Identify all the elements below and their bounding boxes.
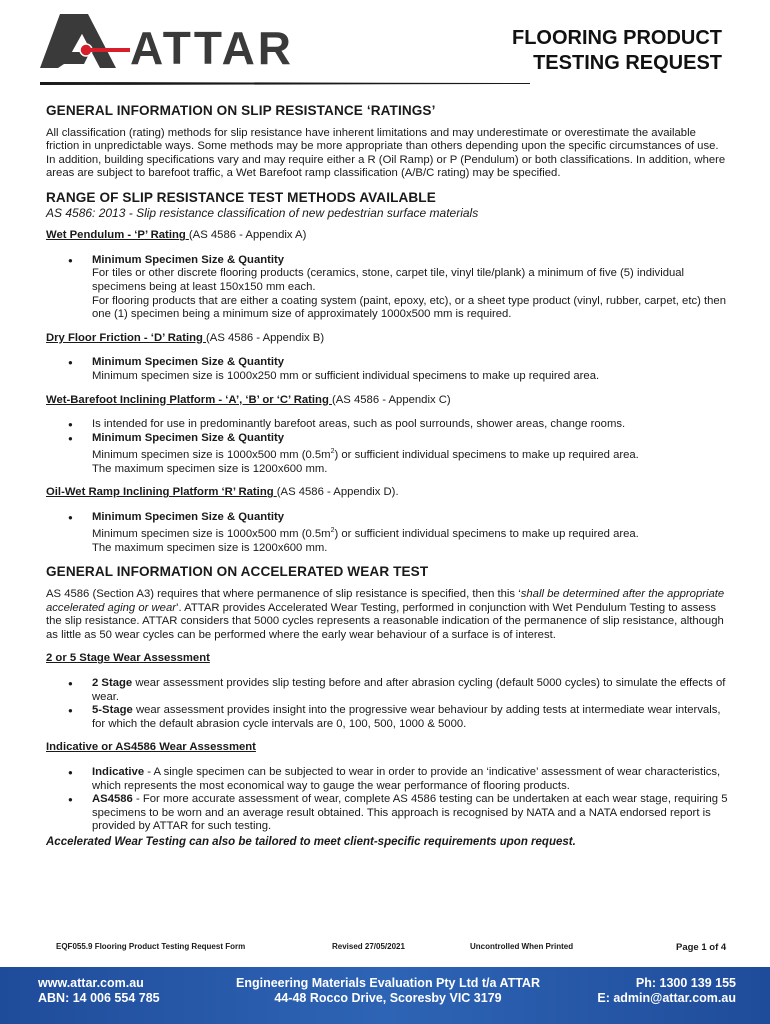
- list-item: [68, 677, 730, 704]
- closing-statement: Accelerated Wear Testing can also be tailored to meet client-specific requirements upon request.: [46, 835, 576, 848]
- list-item: [68, 432, 730, 477]
- document-footnote: [46, 942, 730, 956]
- attar-logo-mark: [38, 12, 133, 72]
- dry-floor-list: [68, 356, 730, 383]
- bullet-text: - A single specimen can be subjected to wear in order to provide an ‘indicative’ assessment of wear characteristics, which represents the most economical way to gauge the wear performance of flooring products.: [92, 765, 721, 792]
- bullet-text: For flooring products that are either a coating system (paint, epoxy, etc), or a sheet type product (vinyl, rubber, carpet, etc) then one (1) specimen being a minimum size of approximately 1000x500 mm is required.: [92, 294, 726, 321]
- revision-date: Revised 27/05/2021: [332, 942, 405, 951]
- barefoot-heading: [46, 394, 730, 408]
- barefoot-ref: (AS 4586 - Appendix C): [332, 393, 451, 406]
- bullet-text: [92, 445, 730, 462]
- document-body: [46, 104, 730, 849]
- company-name: Engineering Materials Evaluation Pty Ltd t/a ATTAR: [236, 976, 540, 990]
- stage-assessment-list: [68, 677, 730, 731]
- accelerated-wear-paragraph: [46, 588, 730, 642]
- bullet-text-part: Minimum specimen size is 1000x500 mm (0.5m: [92, 449, 331, 462]
- standard-subheading: AS 4586: 2013 - Slip resistance classification of new pedestrian surface materials: [46, 205, 479, 220]
- indicative-assessment-title: Indicative or AS4586 Wear Assessment: [46, 741, 256, 754]
- section-heading-test-methods: RANGE OF SLIP RESISTANCE TEST METHODS AVAILABLE: [46, 189, 436, 205]
- bullet-text: - For more accurate assessment of wear, complete AS 4586 testing can be undertaken at each wear stage, requiring 5 specimens to be worn and an average result obtained. This approach is recognised by NATA and a NATA endorsed report is provided by ATTAR for such testing.: [92, 793, 728, 833]
- page-header: [0, 0, 770, 100]
- list-item: [68, 793, 730, 834]
- bullet-bold: 2 Stage: [92, 676, 133, 689]
- bullet-text: Minimum specimen size is 1000x250 mm or sufficient individual specimens to make up required area.: [92, 369, 600, 382]
- list-item: [68, 356, 730, 383]
- title-line-2: TESTING REQUEST: [533, 52, 722, 74]
- bullet-text-part: ) or sufficient individual specimens to make up required area.: [334, 449, 639, 462]
- form-code: EQF055.9 Flooring Product Testing Request Form: [56, 942, 246, 951]
- bullet-title: ● Minimum Specimen Size & Quantity: [92, 431, 285, 444]
- company-address: 44-48 Rocco Drive, Scoresby VIC 3179: [274, 991, 502, 1005]
- list-item: [68, 511, 730, 556]
- indicative-assessment-list: [68, 766, 730, 834]
- bullet-title: ● Minimum Specimen Size & Quantity: [92, 253, 285, 266]
- bullet-text: wear assessment provides insight into the progressive wear behaviour by adding tests at intermediate wear intervals, for which the default abrasion cycle intervals are 0, 100, 500, 1000 & 5000.: [92, 704, 721, 730]
- bullet-title: ● Minimum Specimen Size & Quantity: [92, 510, 285, 523]
- abn-text: ABN: 14 006 554 785: [38, 991, 160, 1005]
- wet-pendulum-list: [68, 254, 730, 322]
- title-line-1: FLOORING PRODUCT: [512, 27, 722, 49]
- stage-assessment-title: 2 or 5 Stage Wear Assessment: [46, 652, 210, 665]
- section-heading-slip-ratings: GENERAL INFORMATION ON SLIP RESISTANCE ‘RATINGS’: [46, 103, 436, 118]
- superscript: 2: [330, 448, 335, 456]
- bullet-text: The maximum specimen size is 1200x600 mm.: [92, 541, 328, 554]
- footer-right: [597, 976, 736, 1006]
- wet-pendulum-heading: [46, 229, 730, 243]
- uncontrolled-notice: Uncontrolled When Printed: [470, 942, 574, 951]
- barefoot-list: [68, 418, 730, 476]
- indicative-assessment-heading: [46, 741, 730, 755]
- paragraph-part: AS 4586 (Section A3) requires that where permanence of slip resistance is specified, then this ‘: [46, 587, 521, 600]
- list-item: [68, 766, 730, 793]
- oil-wet-heading: [46, 486, 730, 500]
- footer-center: [214, 976, 562, 1006]
- bullet-bold: AS4586: [92, 793, 133, 806]
- bullet-title: ● Minimum Specimen Size & Quantity: [92, 356, 285, 369]
- wet-pendulum-title: Wet Pendulum - ‘P’ Rating: [46, 229, 189, 242]
- website-link[interactable]: www.attar.com.au: [38, 976, 144, 990]
- header-divider: [40, 80, 530, 86]
- bullet-text: ● Is intended for use in predominantly barefoot areas, such as pool surrounds, shower areas, change rooms.: [92, 418, 626, 431]
- document-title: [512, 26, 722, 76]
- phone-number[interactable]: Ph: 1300 139 155: [635, 976, 736, 990]
- attar-logo: [38, 12, 338, 72]
- oil-wet-title: Oil-Wet Ramp Inclining Platform ‘R’ Rating: [46, 486, 277, 499]
- bullet-text: The maximum specimen size is 1200x600 mm.: [92, 462, 328, 475]
- list-item: [68, 704, 730, 731]
- bullet-text: For tiles or other discrete flooring products (ceramics, stone, carpet tile, vinyl tile/plank) a minimum of five (5) individual specimens being at least 150x150 mm each.: [92, 267, 685, 293]
- footer-left: [38, 976, 160, 1006]
- oil-wet-ref: (AS 4586 - Appendix D).: [276, 486, 399, 499]
- logo-wordmark: ATTAR: [130, 22, 295, 74]
- bullet-text-part: Minimum specimen size is 1000x500 mm (0.5m: [92, 528, 331, 541]
- bullet-text: wear assessment provides slip testing before and after abrasion cycling (default 5000 cycles) to simulate the effects of wear.: [92, 676, 726, 703]
- superscript: 2: [330, 527, 335, 535]
- list-item: [68, 254, 730, 322]
- bullet-bold: 5-Stage: [92, 704, 133, 717]
- slip-ratings-paragraph: All classification (rating) methods for slip resistance have inherent limitations and may underestimate or overestimate the available friction in unpredictable ways. Some methods may be more appropriate than others depending upon the specific circumstances of use. In addition, building specifications vary and may require either a R (Oil Ramp) or P (Pendulum) or both classifications. In addition, where areas are subject to barefoot traffic, a Wet Barefoot ramp classification (A/B/C rating) may be specified.: [46, 126, 726, 180]
- oil-wet-list: [68, 511, 730, 556]
- bullet-text-part: ) or sufficient individual specimens to make up required area.: [334, 528, 639, 541]
- email-link[interactable]: E: admin@attar.com.au: [597, 991, 736, 1005]
- list-item: [68, 418, 730, 432]
- paragraph-part: ’. ATTAR provides Accelerated Wear Testing, performed in conjunction with Wet Pendulum Testing to assess the slip resistance. ATTAR considers that 5000 cycles represents a reasonable indication of the permanence of slip resistance, although as little as 50 wear cycles can be performed where the early wear behaviour of a surface is of interest.: [46, 601, 724, 641]
- bullet-bold: Indicative: [92, 765, 145, 778]
- section-heading-accelerated-wear: GENERAL INFORMATION ON ACCELERATED WEAR TEST: [46, 564, 429, 580]
- dry-floor-ref: (AS 4586 - Appendix B): [206, 331, 325, 344]
- dry-floor-heading: [46, 332, 730, 346]
- page-number: Page 1 of 4: [676, 942, 727, 953]
- bullet-text: [92, 524, 730, 541]
- stage-assessment-heading: [46, 652, 730, 666]
- dry-floor-title: Dry Floor Friction - ‘D’ Rating: [46, 331, 207, 344]
- wet-pendulum-ref: (AS 4586 - Appendix A): [188, 229, 307, 242]
- page-footer: [0, 967, 770, 1024]
- barefoot-title: Wet-Barefoot Inclining Platform - ‘A’, ‘B’ or ‘C’ Rating: [46, 393, 332, 406]
- paragraph-italic: shall be determined after the appropriate accelerated aging or wear: [46, 587, 725, 614]
